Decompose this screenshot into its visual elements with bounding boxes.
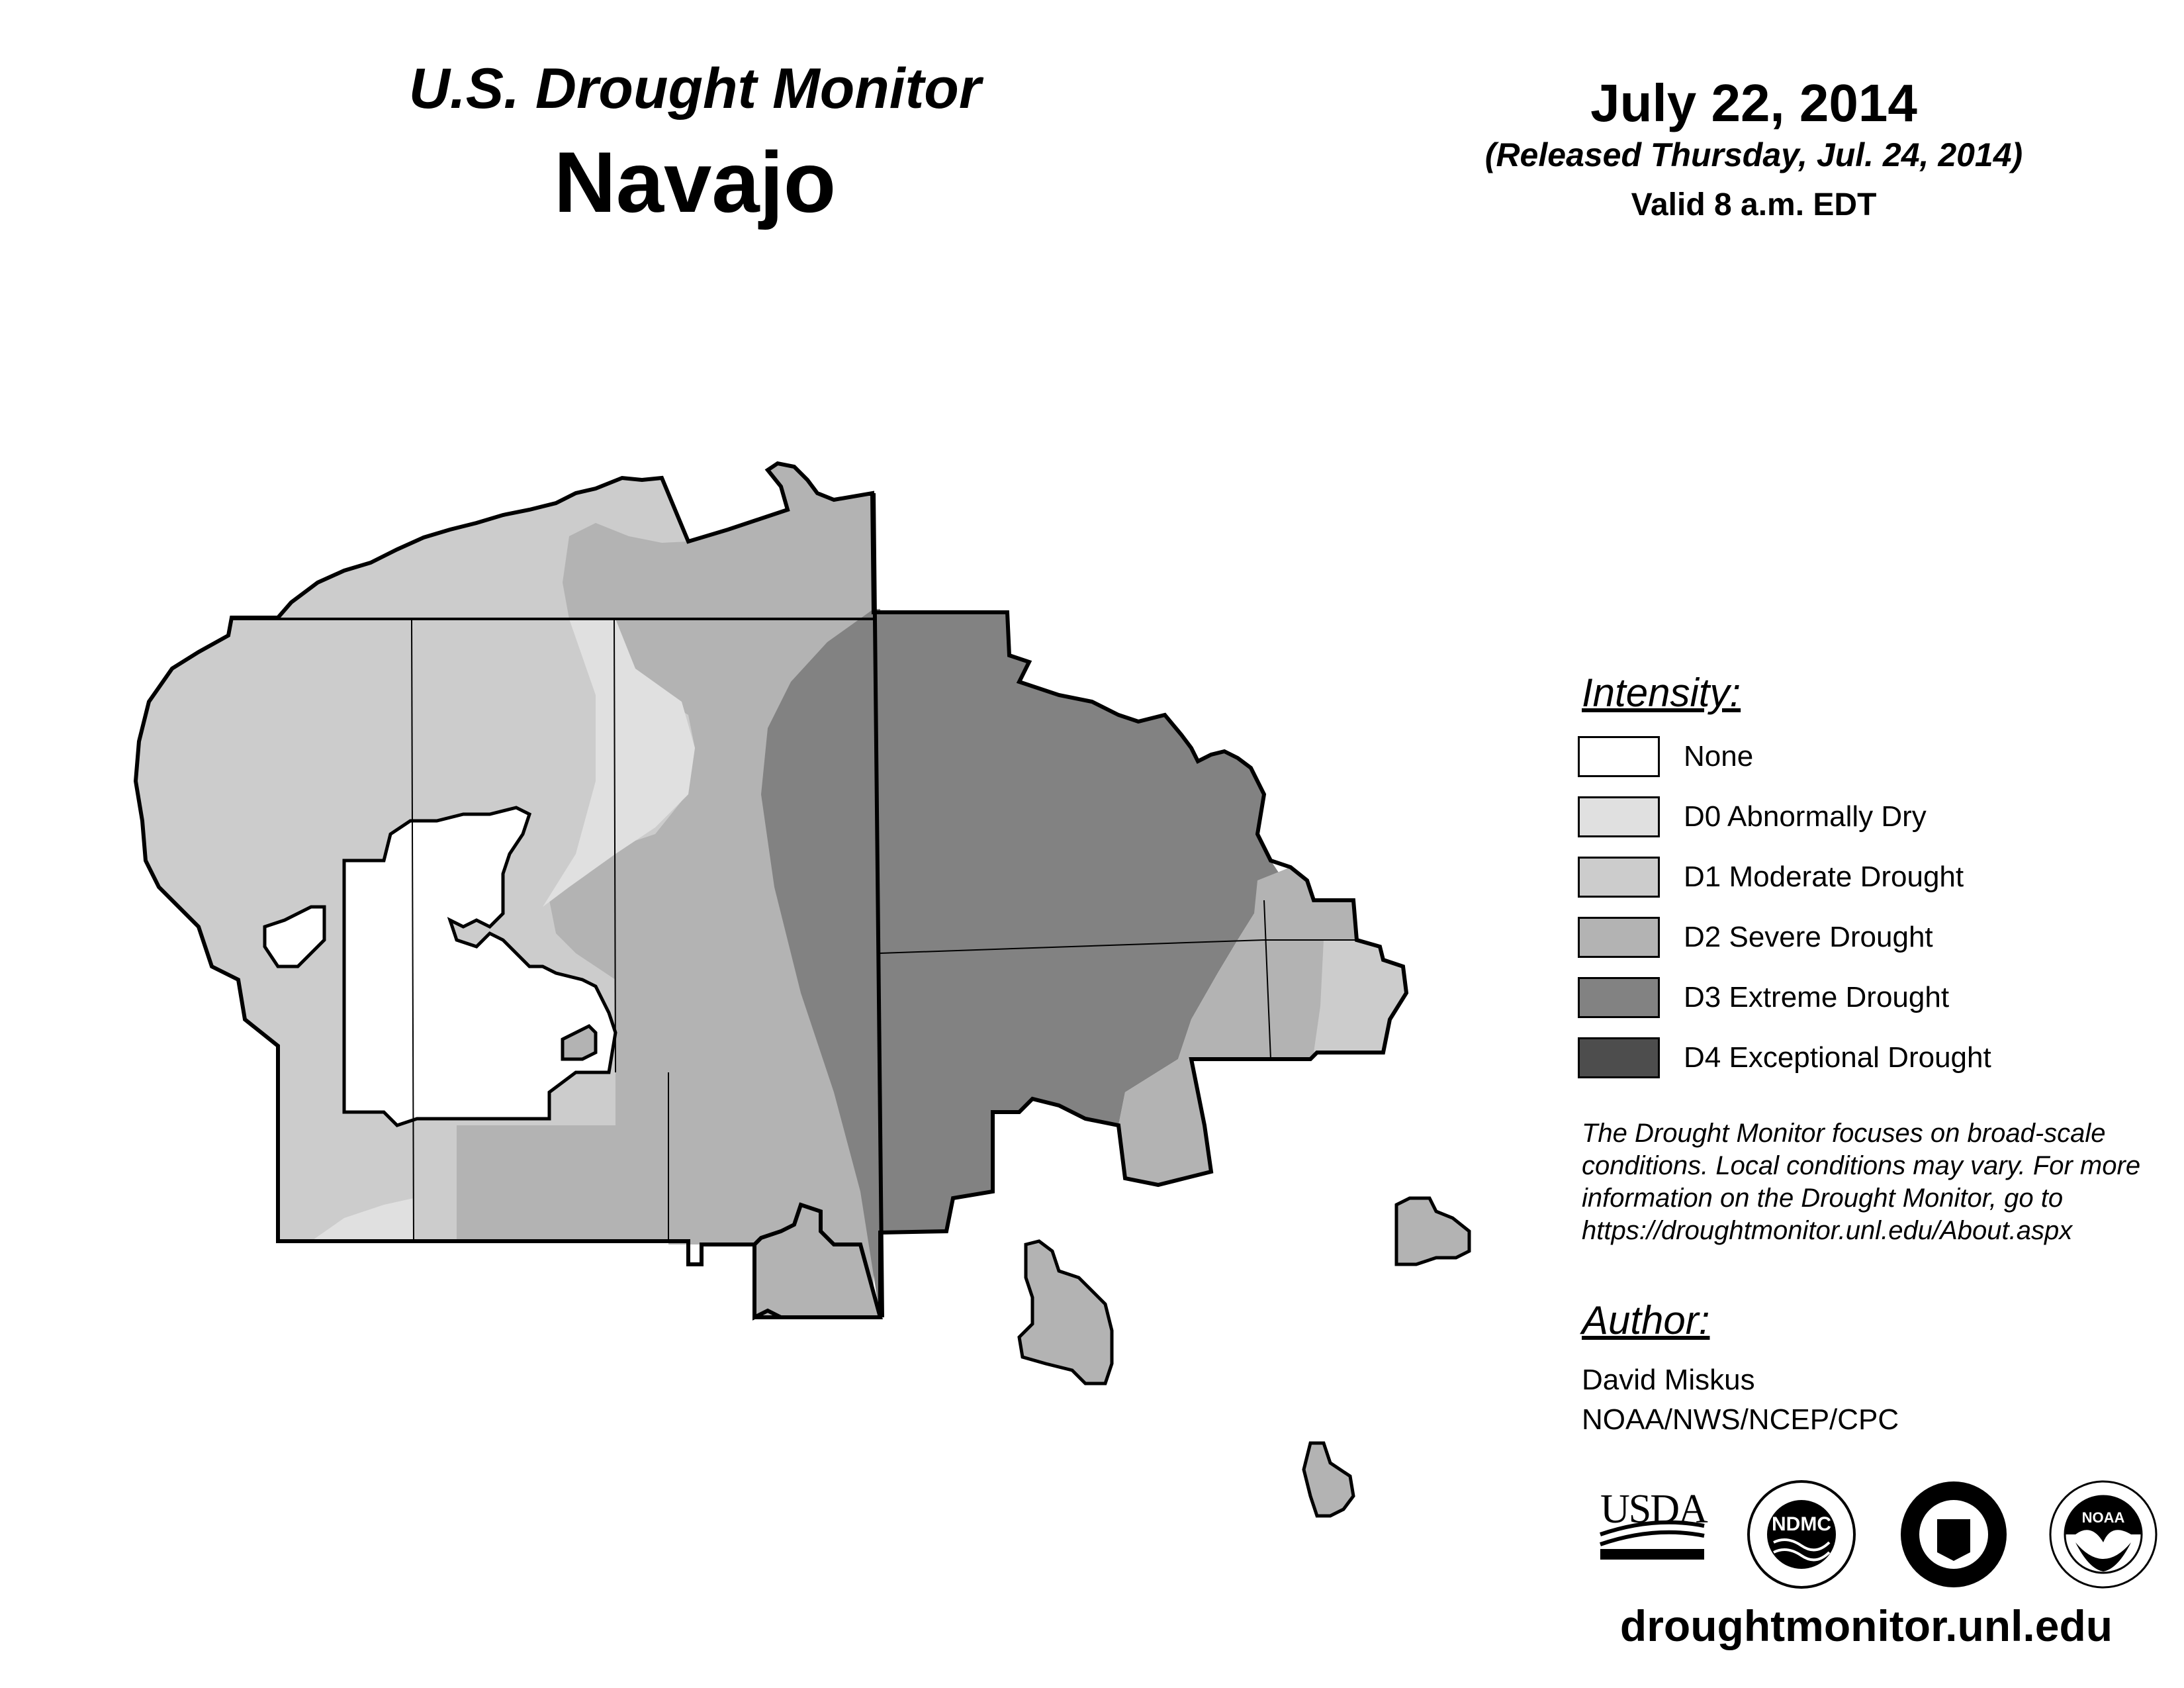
legend-swatch xyxy=(1578,977,1660,1018)
legend-item xyxy=(1578,857,2107,898)
legend-label: None xyxy=(1684,740,1754,773)
ndmc-logo-text: NDMC xyxy=(1772,1513,1831,1535)
legend-label: D1 Moderate Drought xyxy=(1684,861,1964,893)
legend-item xyxy=(1578,977,2107,1018)
legend-heading: Intensity: xyxy=(1582,671,1741,715)
legend-swatch xyxy=(1578,917,1660,958)
valid-time: Valid 8 a.m. EDT xyxy=(1631,187,1877,222)
legend-item xyxy=(1578,736,2107,777)
drought-note xyxy=(1582,1117,2171,1247)
map-date: July 22, 2014 xyxy=(1590,73,1917,132)
legend-swatch xyxy=(1578,857,1660,898)
note-line-1: The Drought Monitor focuses on broad-scale xyxy=(1582,1119,2106,1148)
legend-swatch xyxy=(1578,796,1660,837)
ndmc-logo xyxy=(1749,1481,1854,1587)
legend-label: D0 Abnormally Dry xyxy=(1684,800,1927,833)
legend-item xyxy=(1578,1037,2107,1078)
doc-logo xyxy=(1901,1481,2007,1587)
legend-swatch xyxy=(1578,1037,1660,1078)
island-south-2 xyxy=(1304,1443,1353,1516)
noaa-logo xyxy=(2050,1481,2156,1587)
note-line-3: information on the Drought Monitor, go to xyxy=(1582,1184,2064,1213)
note-line-2: conditions. Local conditions may vary. For more xyxy=(1582,1151,2141,1180)
island-south-1 xyxy=(1019,1241,1112,1383)
usda-logo xyxy=(1600,1487,1708,1560)
author-heading: Author: xyxy=(1582,1298,1710,1342)
release-date: (Released Thursday, Jul. 24, 2014) xyxy=(1484,136,2023,173)
legend-label: D4 Exceptional Drought xyxy=(1684,1041,1991,1074)
legend-item xyxy=(1578,796,2107,837)
usda-logo-text: USDA xyxy=(1600,1487,1707,1532)
legend-swatch xyxy=(1578,736,1660,777)
region-d1-east xyxy=(1314,940,1406,1053)
footer-url[interactable]: droughtmonitor.unl.edu xyxy=(1619,1601,2113,1650)
legend-label: D3 Extreme Drought xyxy=(1684,981,1950,1013)
region-d3-east xyxy=(874,612,1284,1233)
author-name: David Miskus xyxy=(1582,1364,1755,1396)
island-east xyxy=(1396,1198,1469,1264)
legend-item xyxy=(1578,917,2107,958)
map-title: U.S. Drought Monitor xyxy=(408,57,981,120)
author-org: NOAA/NWS/NCEP/CPC xyxy=(1582,1403,1899,1436)
note-line-4: https://droughtmonitor.unl.edu/About.aspx xyxy=(1582,1216,2073,1245)
noaa-logo-text: NOAA xyxy=(2081,1509,2125,1526)
legend-label: D2 Severe Drought xyxy=(1684,921,1933,953)
region-title: Navajo xyxy=(553,134,837,230)
